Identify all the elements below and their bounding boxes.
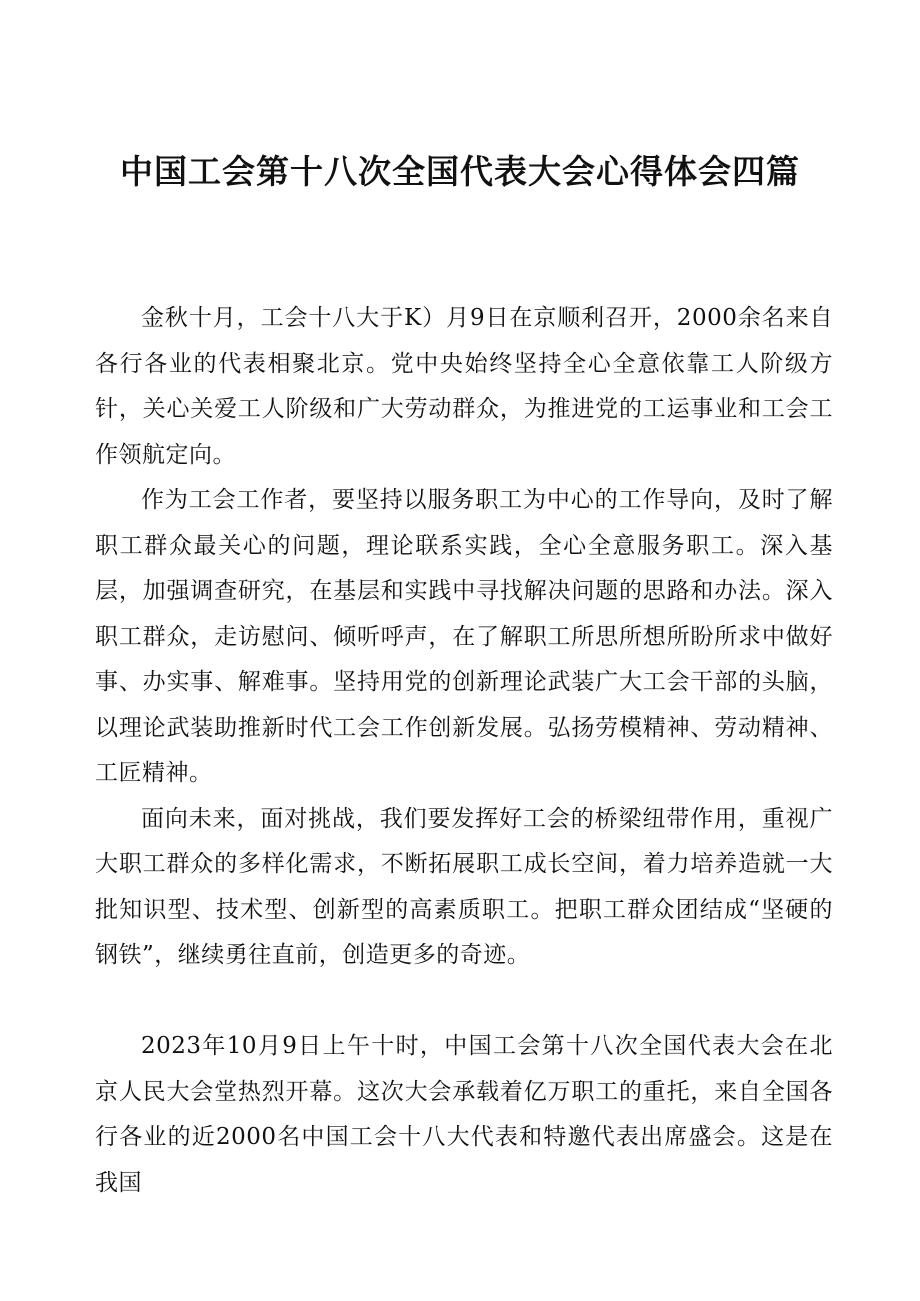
paragraph-3: 面向未来，面对挑战，我们要发挥好工会的桥梁纽带作用，重视广大职工群众的多样化需求，不断拓展职工成长空间，着力培养造就一大批知识型、技术型、创新型的高素质职工。把职工群众团结成“坚硬的钢铁”，继续勇往直前，创造更多的奇迹。: [95, 805, 833, 968]
section-divider-space: [95, 979, 833, 1025]
paragraph-2: 作为工会工作者，要坚持以服务职工为中心的工作导向，及时了解职工群众最关心的问题，理论联系实践，全心全意服务职工。深入基层，加强调查研究，在基层和实践中寻找解决问题的思路和办法。深入职工群众，走访慰问、倾听呼声，在了解职工所思所想所盼所求中做好事、办实事、解难事。坚持用党的创新理论武装广大工会干部的头脑，以理论武装助推新时代工会工作创新发展。弘扬劳模精神、劳动精神、工匠精神。: [95, 487, 833, 786]
document-title: 中国工会第十八次全国代表大会心得体会四篇: [120, 152, 800, 191]
paragraph-4: 2023年10月9日上午十时，中国工会第十八次全国代表大会在北京人民大会堂热烈开幕。这次大会承载着亿万职工的重托，来自全国各行各业的近2000名中国工会十八大代表和特邀代表出席盛会。这是在我国: [95, 1033, 833, 1196]
paragraph-1: 金秋十月，工会十八大于K）月9日在京顺利召开，2000余名来自各行各业的代表相聚北京。党中央始终坚持全心全意依靠工人阶级方针，关心关爱工人阶级和广大劳动群众，为推进党的工运事业和工会工作领航定向。: [95, 305, 833, 468]
document-body: [95, 296, 833, 1206]
